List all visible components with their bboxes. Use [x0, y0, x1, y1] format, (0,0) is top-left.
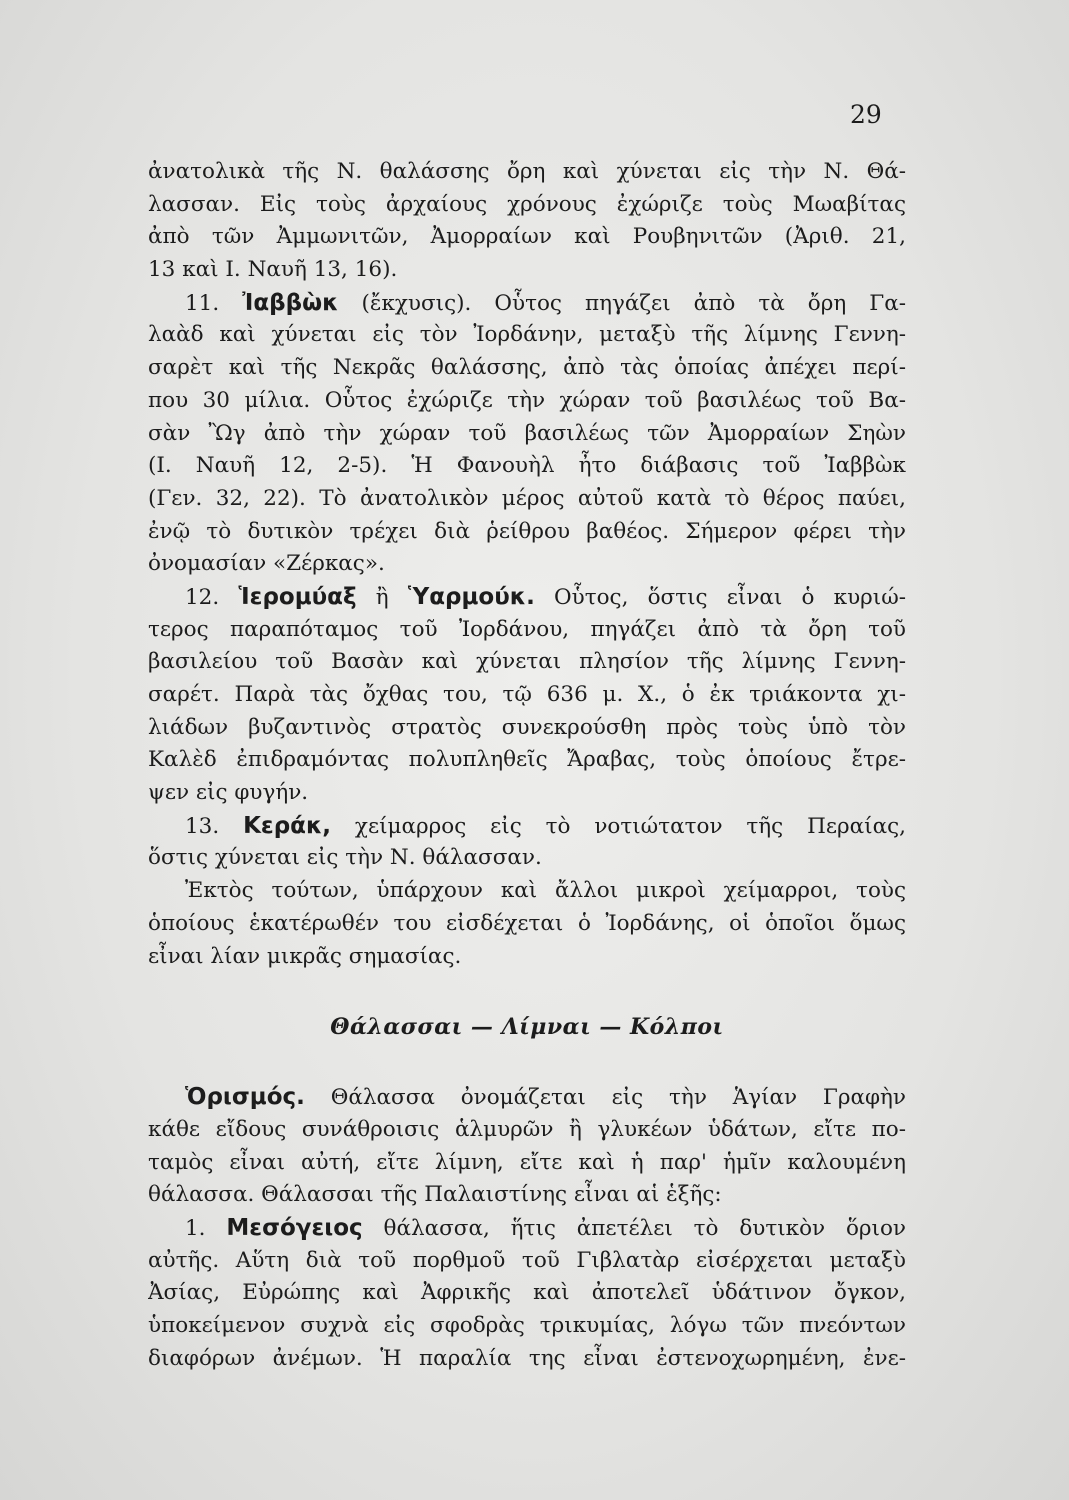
item-13-first-line [148, 810, 906, 843]
river-name: Ἰαββὼκ [242, 289, 339, 316]
text-line: που 30 μίλια. Οὗτος ἐχώριζε τὴν χώραν τοῦ βασιλέως τοῦ Βα- [148, 387, 906, 413]
river-name: Ἱερομύαξ [238, 583, 357, 610]
text-line: ἀνατολικὰ τῆς Ν. θαλάσσης ὄρη καὶ χύνεται εἰς τὴν Ν. Θά- [148, 159, 906, 184]
definition-first-line [148, 1081, 906, 1114]
sea-name: Μεσόγειος [226, 1214, 363, 1241]
item-number: 11. [185, 290, 220, 316]
text-line: ψεν εἰς φυγήν. [148, 780, 309, 806]
text-line: ἀπὸ τῶν Ἀμμωνιτῶν, Ἀμορραίων καὶ Ρουβηνιτῶν (Ἀριθ. 21, [148, 224, 906, 250]
item-1-first-line [148, 1212, 906, 1245]
text-line: λασσαν. Εἰς τοὺς ἀρχαίους χρόνους ἐχώριζε τοὺς Μωαβίτας [148, 191, 906, 217]
text-line: (Ι. Ναυῆ 12, 2-5). Ἡ Φανουὴλ ἦτο διάβασις τοῦ Ἰαββὼκ [148, 453, 906, 479]
text-line: 13 καὶ Ι. Ναυῆ 13, 16). [148, 257, 398, 283]
item-12-first-line [148, 581, 906, 614]
spacer [148, 1043, 906, 1081]
item-11-first-line [148, 287, 906, 320]
text-line: σαρέτ. Παρὰ τὰς ὄχθας του, τῷ 636 μ. Χ., ὁ ἐκ τριάκοντα χι- [148, 682, 906, 707]
river-name-alt: Ὑαρμούκ. [407, 583, 535, 610]
text-line: ἐνῷ τὸ δυτικὸν τρέχει διὰ ῥείθρου βαθέος. Σήμερον φέρει τὴν [148, 518, 906, 544]
text-line: βασιλείου τοῦ Βασὰν καὶ χύνεται πλησίον τῆς λίμνης Γεννη- [148, 649, 906, 675]
text-line: ὀνομασίαν «Ζέρκας». [148, 551, 385, 577]
text-line: κάθε εἴδους συνάθροισις ἁλμυρῶν ἢ γλυκέων ὑδάτων, εἴτε πο- [148, 1116, 906, 1142]
text-line: ταμὸς εἶναι αὐτή, εἴτε λίμνη, εἴτε καὶ ἡ παρ' ἡμῖν καλουμένη [148, 1149, 906, 1175]
item-text: χείμαρρος εἰς τὸ νοτιώτατον τῆς Περαίας, [354, 813, 906, 839]
river-name: Κεράκ, [243, 812, 332, 839]
item-number: 1. [185, 1215, 206, 1241]
item-text: Οὗτος, ὅστις εἶναι ὁ κυριώ- [554, 584, 906, 610]
text-line: σαρὲτ καὶ τῆς Νεκρᾶς θαλάσσης, ἀπὸ τὰς ὁποίας ἀπέχει περί- [148, 355, 906, 381]
text-line: Ἀσίας, Εὐρώπης καὶ Ἀφρικῆς καὶ ἀποτελεῖ ὑδάτινον ὄγκον, [148, 1280, 906, 1306]
text-line: Ἐκτὸς τούτων, ὑπάρχουν καὶ ἄλλοι μικροὶ χείμαρροι, τοὺς [185, 878, 906, 904]
section-heading: Θάλασσαι — Λίμναι — Κόλποι [330, 1014, 724, 1041]
item-text: θάλασσα, ἥτις ἀπετέλει τὸ δυτικὸν ὅριον [383, 1215, 906, 1241]
conjunction: ἢ [375, 584, 389, 610]
item-text: Θάλασσα ὀνομάζεται εἰς τὴν Ἁγίαν Γραφὴν [330, 1085, 906, 1111]
page-number: 29 [850, 100, 882, 129]
spacer [148, 973, 906, 1011]
text-line: εἶναι λίαν μικρᾶς σημασίας. [148, 943, 462, 969]
text-line: Καλὲδ ἐπιδραμόντας πολυπληθεῖς Ἄραβας, τοὺς ὁποίους ἔτρε- [148, 747, 906, 773]
text-line: θάλασσα. Θάλασσαι τῆς Παλαιστίνης εἶναι αἱ ἑξῆς: [148, 1182, 722, 1208]
text-line: ὅστις χύνεται εἰς τὴν Ν. θάλασσαν. [148, 845, 542, 871]
definition-term: Ὁρισμός. [185, 1084, 305, 1111]
text-line: ὑποκείμενον συχνὰ εἰς σφοδρὰς τρικυμίας, λόγω τῶν πνεόντων [148, 1313, 906, 1338]
text-line: αὐτῆς. Αὕτη διὰ τοῦ πορθμοῦ τοῦ Γιβλατὰρ εἰσέρχεται μεταξὺ [148, 1247, 906, 1273]
text-line: ὁποίους ἑκατέρωθέν του εἰσδέχεται ὁ Ἰορδάνης, οἱ ὁποῖοι ὅμως [148, 910, 906, 936]
item-number: 13. [185, 813, 220, 839]
text-line: σὰν Ὢγ ἀπὸ τὴν χώραν τοῦ βασιλέως τῶν Ἀμορραίων Σηὼν [148, 420, 906, 446]
item-text: (ἔκχυσις). Οὗτος πηγάζει ἀπὸ τὰ ὄρη Γα- [361, 290, 906, 316]
text-line: τερος παραπόταμος τοῦ Ἰορδάνου, πηγάζει ἀπὸ τὰ ὄρη τοῦ [148, 616, 906, 642]
text-line: λαὰδ καὶ χύνεται εἰς τὸν Ἰορδάνην, μεταξὺ τῆς λίμνης Γεννη- [148, 322, 906, 348]
text-line: (Γεν. 32, 22). Τὸ ἀνατολικὸν μέρος αὐτοῦ κατὰ τὸ θέρος παύει, [148, 485, 906, 511]
text-line: λιάδων βυζαντινὸς στρατὸς συνεκρούσθη πρὸς τοὺς ὑπὸ τὸν [148, 714, 906, 740]
item-number: 12. [185, 584, 220, 610]
body-text [148, 156, 906, 1375]
text-line: διαφόρων ἀνέμων. Ἡ παραλία της εἶναι ἐστενοχωρημένη, ἐνε- [148, 1345, 906, 1371]
